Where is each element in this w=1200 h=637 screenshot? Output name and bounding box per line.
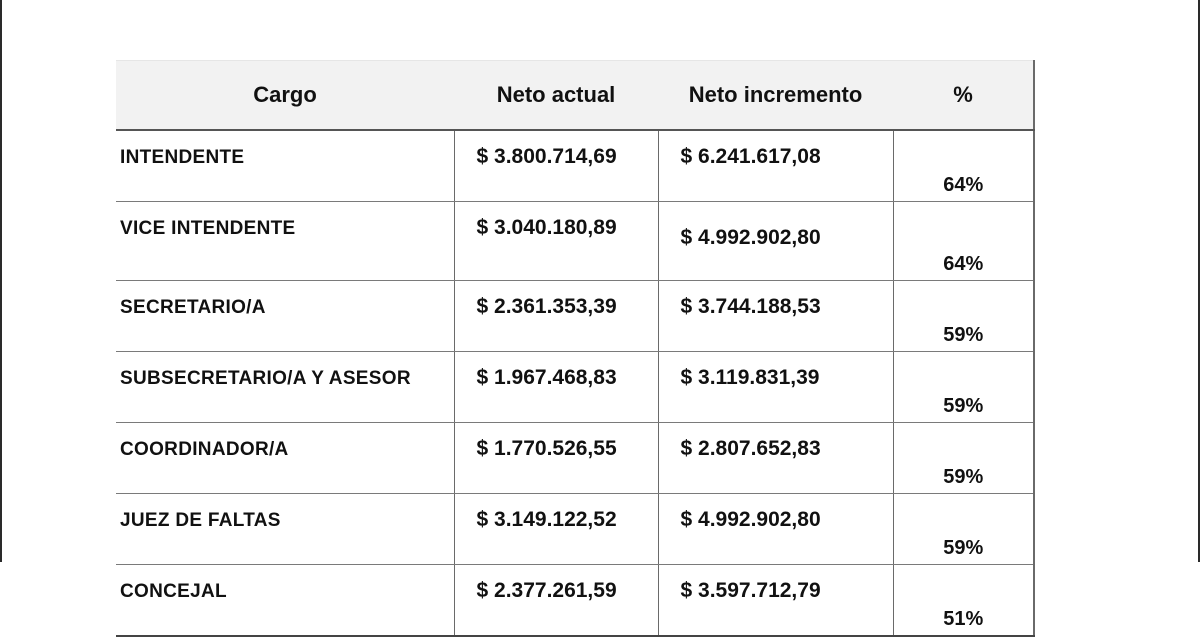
table-row [116, 130, 1034, 202]
table-row [116, 494, 1034, 565]
cell-cargo: VICE INTENDENTE [116, 202, 454, 281]
cell-neto-actual: $ 1.967.468,83 [454, 352, 658, 423]
left-frame-border [0, 0, 2, 562]
header-row [116, 61, 1034, 131]
cell-neto-incremento: $ 2.807.652,83 [658, 423, 893, 494]
table-row [116, 202, 1034, 281]
header-percent: % [893, 61, 1034, 131]
table-body [116, 130, 1034, 636]
cell-percent: 59% [893, 494, 1034, 565]
cell-percent: 51% [893, 565, 1034, 637]
salary-table [116, 60, 1035, 637]
cell-neto-actual: $ 2.361.353,39 [454, 281, 658, 352]
cell-cargo: INTENDENTE [116, 130, 454, 202]
cell-percent: 59% [893, 423, 1034, 494]
cell-percent: 59% [893, 352, 1034, 423]
cell-cargo: CONCEJAL [116, 565, 454, 637]
table-row [116, 352, 1034, 423]
cell-cargo: COORDINADOR/A [116, 423, 454, 494]
cell-percent: 59% [893, 281, 1034, 352]
cell-neto-actual: $ 1.770.526,55 [454, 423, 658, 494]
cell-neto-actual: $ 3.800.714,69 [454, 130, 658, 202]
cell-cargo: SECRETARIO/A [116, 281, 454, 352]
cell-neto-incremento: $ 6.241.617,08 [658, 130, 893, 202]
table-row [116, 281, 1034, 352]
cell-neto-incremento: $ 3.119.831,39 [658, 352, 893, 423]
cell-neto-incremento: $ 3.597.712,79 [658, 565, 893, 637]
cell-neto-incremento: $ 4.992.902,80 [658, 494, 893, 565]
header-neto-actual: Neto actual [454, 61, 658, 131]
cell-percent: 64% [893, 130, 1034, 202]
cell-neto-actual: $ 3.040.180,89 [454, 202, 658, 281]
table-row [116, 423, 1034, 494]
cell-percent: 64% [893, 202, 1034, 281]
cell-cargo: JUEZ DE FALTAS [116, 494, 454, 565]
table-header [116, 61, 1034, 131]
cell-neto-incremento: $ 4.992.902,80 [658, 202, 893, 281]
cell-neto-actual: $ 3.149.122,52 [454, 494, 658, 565]
table-row [116, 565, 1034, 637]
header-neto-incremento: Neto incremento [658, 61, 893, 131]
cell-cargo: SUBSECRETARIO/A Y ASESOR [116, 352, 454, 423]
header-cargo: Cargo [116, 61, 454, 131]
cell-neto-incremento: $ 3.744.188,53 [658, 281, 893, 352]
cell-neto-actual: $ 2.377.261,59 [454, 565, 658, 637]
